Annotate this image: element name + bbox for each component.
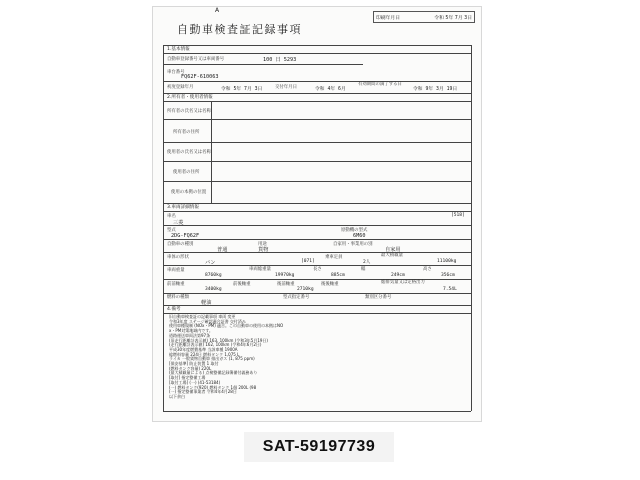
print-date-label: 印刷年月日 <box>376 15 400 21</box>
fuel-value: 軽油 <box>201 300 212 306</box>
remarks-text: 旧自動車検査証の記載事項 車両 変更 令和3年度 ステージ確認適合証書 交付済み 使用車種規制 (NOx・PM) 適合。この自動車の使用の本拠はNO x・PM対策地域内です。 道路運送車両法第97条 (旧走行距離計表示値) 163, 100km (令和3年5月19日) (走行距離計表示値) 162, 100km (令和4年6月2日) 平成30年度燃費基準 当該車種 1900A 総燃料容量 224日 燃料タンク 1,075 L ライカ 一般貨物自動車 排出ガス (1, 875 ppm) [保安基準] 防止装置 1 取付 (燃料タンク容量) 220L (最大積載量による) 点検整備記録簿備付義務あり [取付] 指定整備工場 [取付工場] (一) (41-53184) (一) 燃料タンク(920) 燃料タンク 1個 200L (98 (一) 指定整備事業者 令和4年4月28日 以下余白 <box>169 314 284 399</box>
rear-rear-axle-label: 後後軸重 <box>321 282 339 287</box>
kind-label: 自動車の種別 <box>167 242 194 247</box>
capacity-label: 乗車定員 <box>325 255 343 260</box>
issue-value: 令和 4年 6月 <box>315 87 346 92</box>
max-load-label: 最大積載量 <box>381 253 403 258</box>
total-displacement-label: 総排気量又は定格出力 <box>381 280 425 285</box>
section2-header: 2.所有者・使用者情報 <box>167 95 213 100</box>
purpose-label: 自家用・事業用の別 <box>333 242 373 247</box>
inspection-certificate-document <box>152 6 482 422</box>
front-rear-axle-label: 前後軸重 <box>233 282 251 287</box>
expiry-value: 令和 9年 3月 19日 <box>413 87 458 92</box>
use-label: 用途 <box>258 242 267 247</box>
width-value: 249cm <box>391 273 405 278</box>
corner-mark: A <box>215 7 220 14</box>
model-label: 型式 <box>167 228 176 233</box>
expiry-label: 有効期間の満了する日 <box>358 82 402 87</box>
body-value: バン <box>205 260 216 266</box>
chassis-label: 車台番号 <box>167 70 185 75</box>
reg-number-label: 自動車登録番号又は車両番号 <box>167 57 225 62</box>
first-reg-label: 初度登録年月 <box>167 85 194 90</box>
purpose-value: 自家用 <box>385 247 401 253</box>
model-value: 2DG-FQ62F <box>171 233 200 239</box>
document-title: 自動車検査証記録事項 <box>177 23 302 36</box>
gross-weight-label: 車両総重量 <box>249 267 271 272</box>
length-label: 長さ <box>313 267 322 272</box>
engine-value: 6M60 <box>353 233 366 239</box>
user-address-label: 使用者の住所 <box>173 170 200 175</box>
owner-name-label: 所有者の氏名又は名称 <box>167 109 211 114</box>
section4-header: 4.備考 <box>167 307 181 312</box>
weight-label: 車両重量 <box>167 268 185 273</box>
issue-label: 交付年月日 <box>275 85 297 90</box>
print-date-value: 令和 5年 7月 3日 <box>434 15 472 21</box>
rear-rear-axle-value: 2710kg <box>297 287 314 292</box>
maker-code: [518] <box>451 213 465 218</box>
length-value: 885cm <box>331 273 345 278</box>
body-code: [071] <box>301 259 315 264</box>
max-load-value: 11100kg <box>437 259 457 264</box>
section3-header: 3.車両詳細情報 <box>167 205 199 210</box>
stock-id-label: SAT-59197739 <box>244 432 394 462</box>
chassis-value: FQ62F-610063 <box>181 74 219 80</box>
weight-value: 8760kg <box>205 273 222 278</box>
height-label: 高さ <box>423 267 432 272</box>
total-displacement-value: 7.54L <box>443 287 457 292</box>
type-number-label: 型式指定番号 <box>283 295 310 300</box>
class-number-label: 類別区分番号 <box>365 295 392 300</box>
reg-number-value: 100 日 5293 <box>263 57 297 63</box>
front-axle-label: 前前軸重 <box>167 282 185 287</box>
kind-value: 普通 <box>217 247 228 253</box>
section1-header: 1.基本情報 <box>167 47 190 52</box>
first-reg-value: 令和 5年 7月 3日 <box>221 87 263 92</box>
engine-label: 原動機の型式 <box>341 228 368 233</box>
print-date-box <box>373 11 475 23</box>
fuel-label: 燃料の種類 <box>167 295 189 300</box>
owner-address-label: 所有者の住所 <box>173 130 200 135</box>
user-name-label: 使用者の氏名又は名称 <box>167 150 211 155</box>
width-label: 幅 <box>361 267 366 272</box>
rear-front-axle-label: 後前軸重 <box>277 282 295 287</box>
body-label: 車体の形状 <box>167 255 189 260</box>
front-axle-value: 3400kg <box>205 287 222 292</box>
maker-value: 三菱 <box>173 220 184 226</box>
use-value: 貨物 <box>258 247 269 253</box>
height-value: 356cm <box>441 273 455 278</box>
maker-label: 車名 <box>167 214 176 219</box>
base-location-label: 使用の本拠の位置 <box>171 190 207 195</box>
gross-weight-value: 19970kg <box>275 273 295 278</box>
capacity-value: 2人 <box>363 260 371 265</box>
